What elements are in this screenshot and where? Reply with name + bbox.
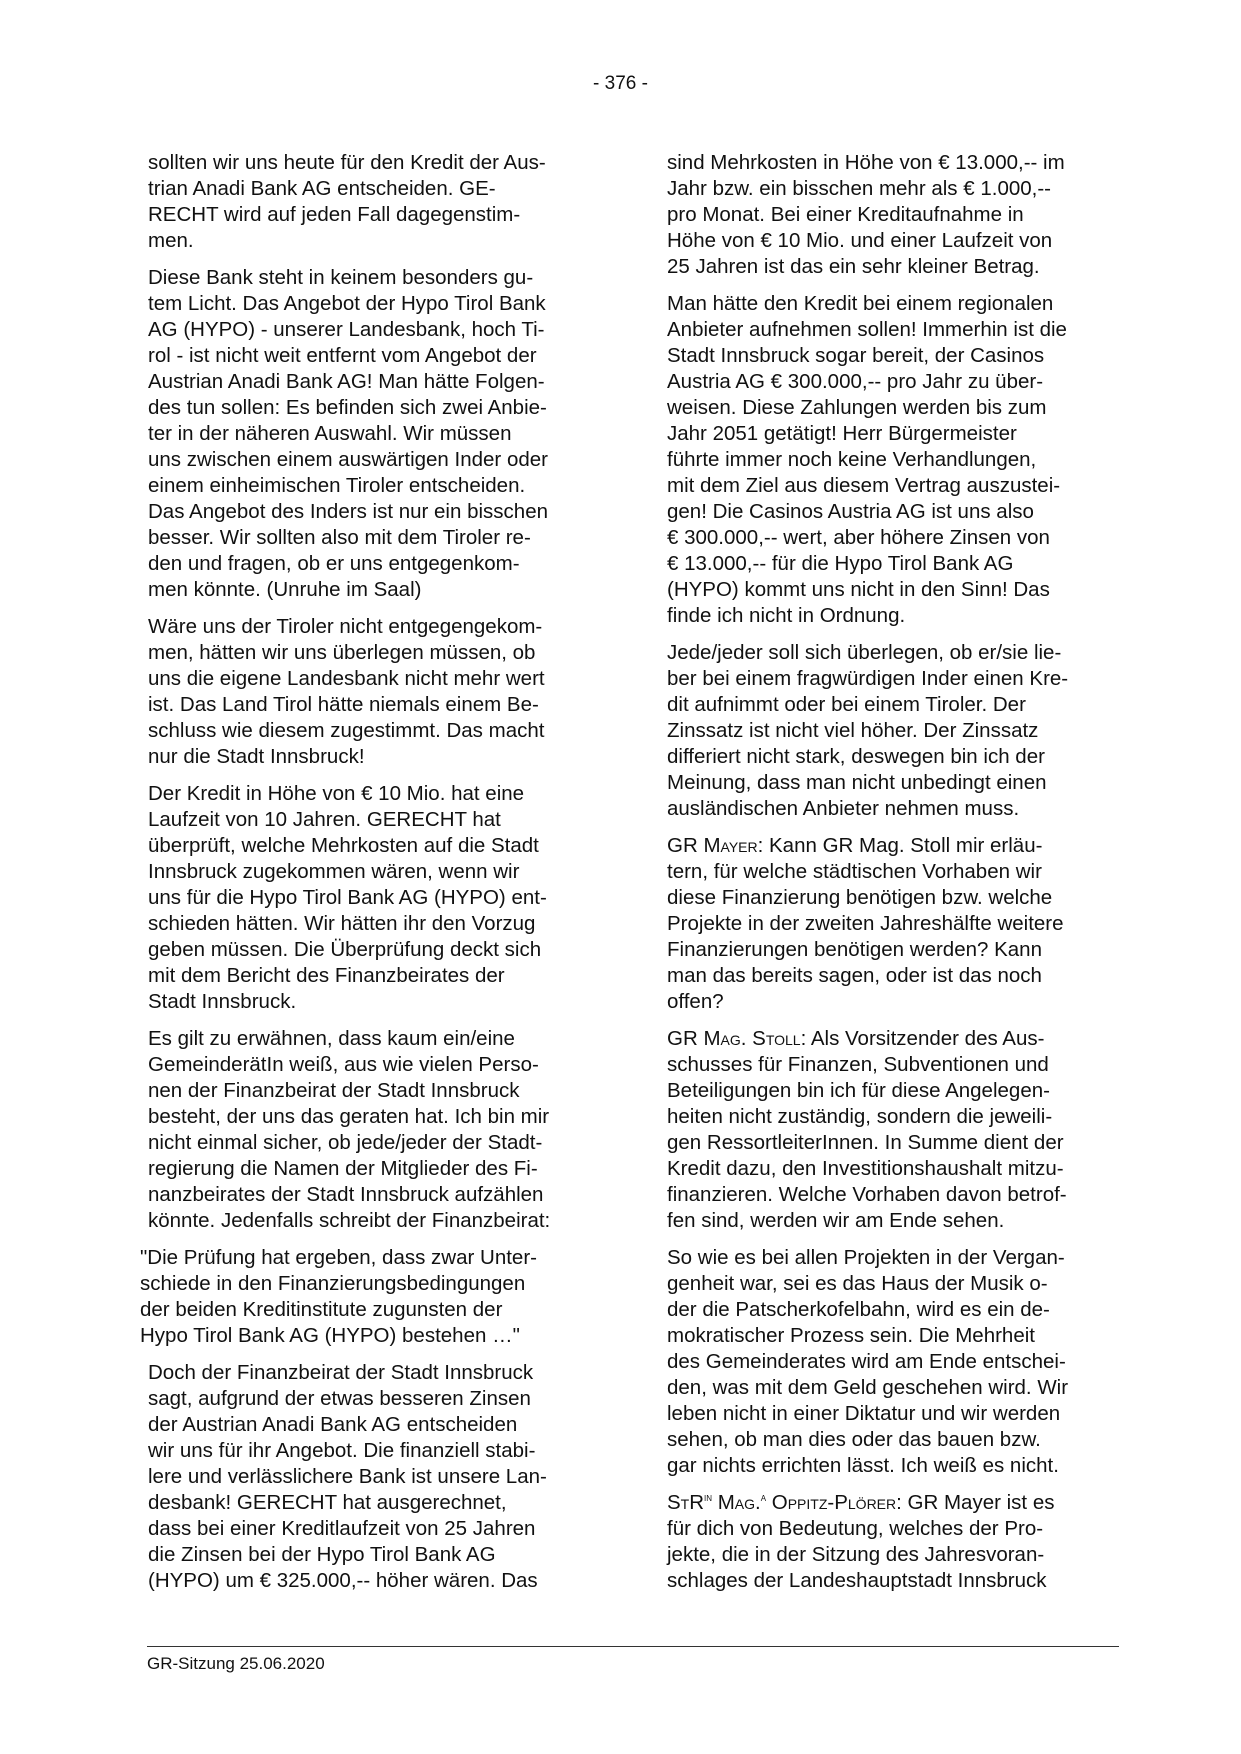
speech-mayer [667,833,1117,1015]
speaker-name: StR$^{in}$ Mag.$^a$ Oppitz-Plörer: [667,1490,902,1514]
quoted-paragraph: "Die Prüfung hat ergeben, dass zwar Unter- schiede in den Finanzierungsbedingungen der beiden Kreditinstitute zugunsten der Hypo Tirol Bank AG (HYPO) bestehen …" [140,1246,537,1347]
paragraph: Es gilt zu erwähnen, dass kaum ein/eine GemeinderätIn weiß, aus wie vielen Perso- nen der Finanzbeirat der Stadt Innsbruck besteht, der uns das geraten hat. Ich bin mir nicht einmal sicher, ob jede/jeder der Stadt- regierung die Namen der Mitglieder des Fi- nanzbeirates der Stadt Innsbruck aufzählen könnte. Jedenfalls schreibt der Finanzbeirat: [148,1027,551,1232]
paragraph: sollten wir uns heute für den Kredit der Aus- trian Anadi Bank AG entscheiden. GE- RECHT wird auf jeden Fall dagegenstim- men. [148,151,546,252]
speaker-name: GR Mag. Stoll: [667,1027,807,1050]
speech-text: Als Vorsitzender des Aus- schusses für Finanzen, Subventionen und Beteiligungen bin ich für diese Angelegen- heiten nicht zuständig, sondern die jeweili- gen RessortleiterInnen. In Summe dient der Kredit dazu, den Investitionshaushalt mitzu- finanzieren. Welche Vorhaben davon betrof- fen sind, werden wir am Ende sehen. [667,1027,1067,1232]
right-column [667,150,1117,1605]
footer-divider [147,1646,1119,1647]
paragraph: Doch der Finanzbeirat der Stadt Innsbruck sagt, aufgrund der etwas besseren Zinsen der Austrian Anadi Bank AG entscheiden wir uns für ihr Angebot. Die finanziell stabi- lere und verlässlichere Bank ist unsere Lan- desbank! GERECHT hat ausgerechnet, dass bei einer Kreditlaufzeit von 25 Jahren die Zinsen bei der Hypo Tirol Bank AG (HYPO) um € 325.000,-- höher wären. Das [148,1361,547,1592]
speech-text: GR Mayer ist es für dich von Bedeutung, welches der Pro- jekte, die in der Sitzung des Jahresvoran- schlages der Landeshauptstadt Innsbruck [667,1491,1055,1592]
paragraph: Man hätte den Kredit bei einem regionalen Anbieter aufnehmen sollen! Immerhin ist die Stadt Innsbruck sogar bereit, der Casinos Austria AG € 300.000,-- pro Jahr zu über- weisen. Diese Zahlungen werden bis zum Jahr 2051 getätigt! Herr Bürgermeister führte immer noch keine Verhandlungen, mit dem Ziel aus diesem Vertrag auszustei- gen! Die Casinos Austria AG ist uns also € 300.000,-- wert, aber höhere Zinsen von € 13.000,-- für die Hypo Tirol Bank AG (HYPO) kommt uns nicht in den Sinn! Das finde ich nicht in Ordnung. [667,292,1067,627]
left-column [140,150,598,1605]
speech-oppitz [667,1490,1117,1594]
paragraph: Diese Bank steht in keinem besonders gu- tem Licht. Das Angebot der Hypo Tirol Bank AG (HYPO) - unserer Landesbank, hoch Ti- rol - ist nicht weit entfernt vom Angebot der Austrian Anadi Bank AG! Man hätte Folgen- des tun sollen: Es befinden sich zwei Anbie- ter in der näheren Auswahl. Wir müssen uns zwischen einem auswärtigen Inder oder einem einheimischen Tiroler entscheiden. Das Angebot des Inders ist nur ein bisschen besser. Wir sollten also mit dem Tiroler re- den und fragen, ob er uns entgegenkom- men könnte. (Unruhe im Saal) [148,266,548,601]
speech-text: Kann GR Mag. Stoll mir erläu- tern, für welche städtischen Vorhaben wir diese Finanzierung benötigen bzw. welche Projekte in der zweiten Jahreshälfte weitere Finanzierungen benötigen werden? Kann man das bereits sagen, oder ist das noch offen? [667,834,1064,1013]
paragraph: Der Kredit in Höhe von € 10 Mio. hat eine Laufzeit von 10 Jahren. GERECHT hat überprüft, welche Mehrkosten auf die Stadt Innsbruck zugekommen wären, wenn wir uns für die Hypo Tirol Bank AG (HYPO) ent- schieden hätten. Wir hätten ihr den Vorzug geben müssen. Die Überprüfung deckt sich mit dem Bericht des Finanzbeirates der Stadt Innsbruck. [148,782,547,1013]
paragraph: So wie es bei allen Projekten in der Vergan- genheit war, sei es das Haus der Musik o- der die Patscherkofelbahn, wird es ein de- mokratischer Prozess sein. Die Mehrheit des Gemeinderates wird am Ende entschei- den, was mit dem Geld geschehen wird. Wir leben nicht in einer Diktatur und wir werden sehen, ob man dies oder das bauen bzw. gar nichts errichten lässt. Ich weiß es nicht. [667,1246,1069,1477]
paragraph: Wäre uns der Tiroler nicht entgegengekom- men, hätten wir uns überlegen müssen, ob uns die eigene Landesbank nicht mehr wert ist. Das Land Tirol hätte niemals einem Be- schluss wie diesem zugestimmt. Das macht nur die Stadt Innsbruck! [148,615,545,768]
footer-session-date: GR-Sitzung 25.06.2020 [147,1654,325,1673]
page-number: - 376 - [593,73,648,94]
speech-stoll [667,1026,1117,1234]
speaker-name: GR Mayer: [667,834,764,857]
paragraph: sind Mehrkosten in Höhe von € 13.000,-- im Jahr bzw. ein bisschen mehr als € 1.000,-- pro Monat. Bei einer Kreditaufnahme in Höhe von € 10 Mio. und einer Laufzeit von 25 Jahren ist das ein sehr kleiner Betrag. [667,151,1065,278]
paragraph: Jede/jeder soll sich überlegen, ob er/sie lie- ber bei einem fragwürdigen Inder einen Kre- dit aufnimmt oder bei einem Tiroler. Der Zinssatz ist nicht viel höher. Der Zinssatz differiert nicht stark, deswegen bin ich der Meinung, dass man nicht unbedingt einen ausländischen Anbieter nehmen muss. [667,641,1069,820]
